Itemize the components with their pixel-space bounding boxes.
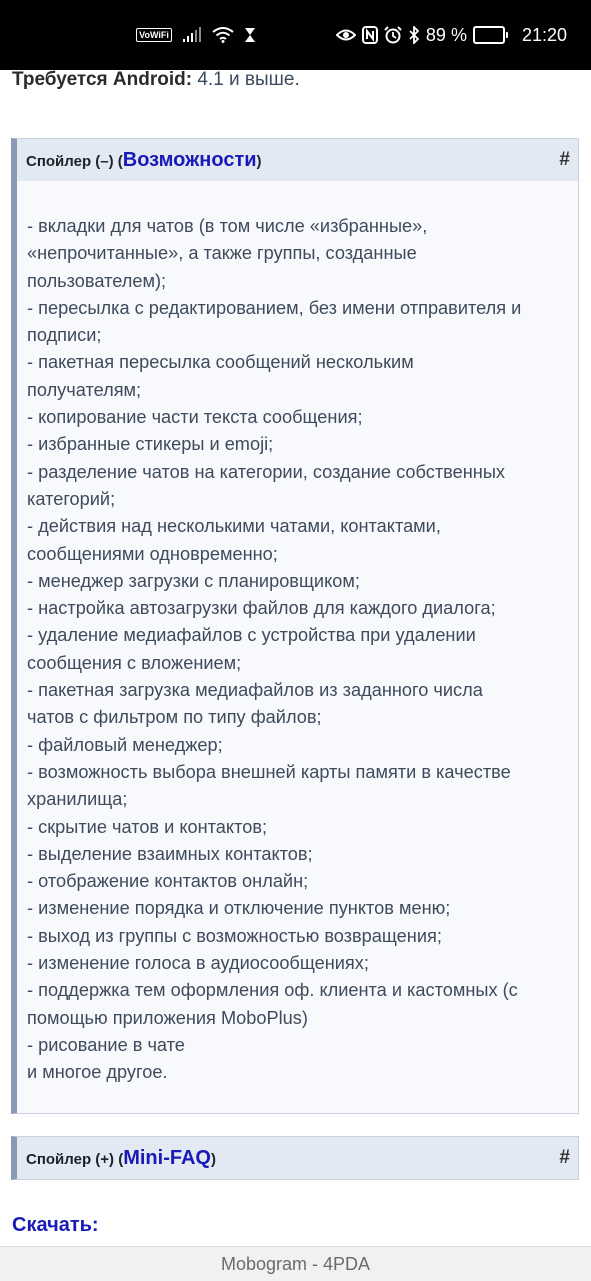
feature-line: - выход из группы с возможностью возвращения; <box>27 925 442 946</box>
eye-icon <box>336 28 356 42</box>
feature-line: сообщениями одновременно; <box>27 543 278 564</box>
faq-spoiler-header[interactable] <box>17 1137 578 1179</box>
signal-icon <box>182 27 202 43</box>
feature-line: - копирование части текста сообщения; <box>27 407 363 428</box>
feature-line: - удаление медиафайлов с устройства при удалении <box>27 625 476 646</box>
status-bar <box>0 0 591 70</box>
feature-line: чатов с фильтром по типу файлов; <box>27 707 322 728</box>
download-heading: Скачать: <box>12 1214 99 1236</box>
feature-line: и многое другое. <box>27 1062 168 1083</box>
features-spoiler-title: Спойлер (–) (Возможности) <box>26 148 262 171</box>
wifi-icon <box>212 27 234 43</box>
feature-line: - изменение порядка и отключение пунктов меню; <box>27 898 451 919</box>
bottom-title-bar <box>0 1246 591 1281</box>
vowifi-badge: VoWiFi <box>136 28 172 42</box>
features-spoiler-header[interactable] <box>17 139 578 181</box>
faq-spoiler-title: Спойлер (+) (Mini-FAQ) <box>26 1146 216 1169</box>
features-anchor-link[interactable]: # <box>559 149 570 170</box>
feature-line: - настройка автозагрузки файлов для каждого диалога; <box>27 598 496 619</box>
bluetooth-icon <box>408 26 420 44</box>
feature-line: - избранные стикеры и emoji; <box>27 434 274 455</box>
feature-line: подписи; <box>27 325 102 346</box>
clock: 21:20 <box>521 24 567 45</box>
requirements-line <box>12 69 300 91</box>
feature-line: - разделение чатов на категории, создание собственных <box>27 461 505 482</box>
feature-line: - выделение взаимных контактов; <box>27 843 313 864</box>
battery-icon <box>473 26 508 44</box>
feature-line: - вкладки для чатов (в том числе «избранные», <box>27 216 428 236</box>
nfc-icon <box>362 26 378 44</box>
faq-spoiler-link[interactable]: Mini-FAQ <box>123 1146 211 1169</box>
feature-line: «непрочитанные», а также группы, созданные <box>27 243 417 264</box>
feature-line: - файловый менеджер; <box>27 734 223 755</box>
feature-line: пользователем); <box>27 270 167 291</box>
feature-line: помощью приложения MoboPlus) <box>27 1007 308 1028</box>
features-spoiler-link[interactable]: Возможности <box>122 148 257 171</box>
faq-spoiler <box>11 1136 579 1180</box>
feature-line: - пакетная загрузка медиафайлов из заданного числа <box>27 680 483 701</box>
page-title: Mobogram - 4PDA <box>220 1253 371 1274</box>
feature-line: категорий; <box>27 488 116 509</box>
feature-line: - пересылка с редактированием, без имени отправителя и <box>27 297 522 318</box>
feature-line: - менеджер загрузки с планировщиком; <box>27 570 360 591</box>
feature-line: - изменение голоса в аудиосообщениях; <box>27 953 369 974</box>
feature-line: - действия над несколькими чатами, контактами, <box>27 516 441 537</box>
feature-line: - рисование в чате <box>27 1034 185 1055</box>
status-left-icons <box>136 27 256 43</box>
feature-line: - поддержка тем оформления оф. клиента и кастомных (с <box>27 980 518 1001</box>
feature-line: - возможность выбора внешней карты памяти в качестве <box>27 761 511 782</box>
download-icon <box>244 27 256 43</box>
feature-line: получателям; <box>27 379 142 400</box>
status-right-icons <box>336 25 567 46</box>
feature-line: - пакетная пересылка сообщений нескольким <box>27 352 414 373</box>
feature-line: - скрытие чатов и контактов; <box>27 816 268 837</box>
feature-line: сообщения с вложением; <box>27 652 242 673</box>
requirements-value: 4.1 и выше. <box>192 69 300 90</box>
alarm-icon <box>384 26 402 44</box>
feature-line: - отображение контактов онлайн; <box>27 871 309 892</box>
battery-percent: 89 % <box>425 24 467 45</box>
faq-anchor-link[interactable]: # <box>559 1147 570 1168</box>
requirements-label: Требуется Android: <box>12 69 193 90</box>
feature-line: хранилища; <box>27 789 128 810</box>
features-spoiler-body <box>17 181 578 1113</box>
features-spoiler <box>11 138 579 1114</box>
